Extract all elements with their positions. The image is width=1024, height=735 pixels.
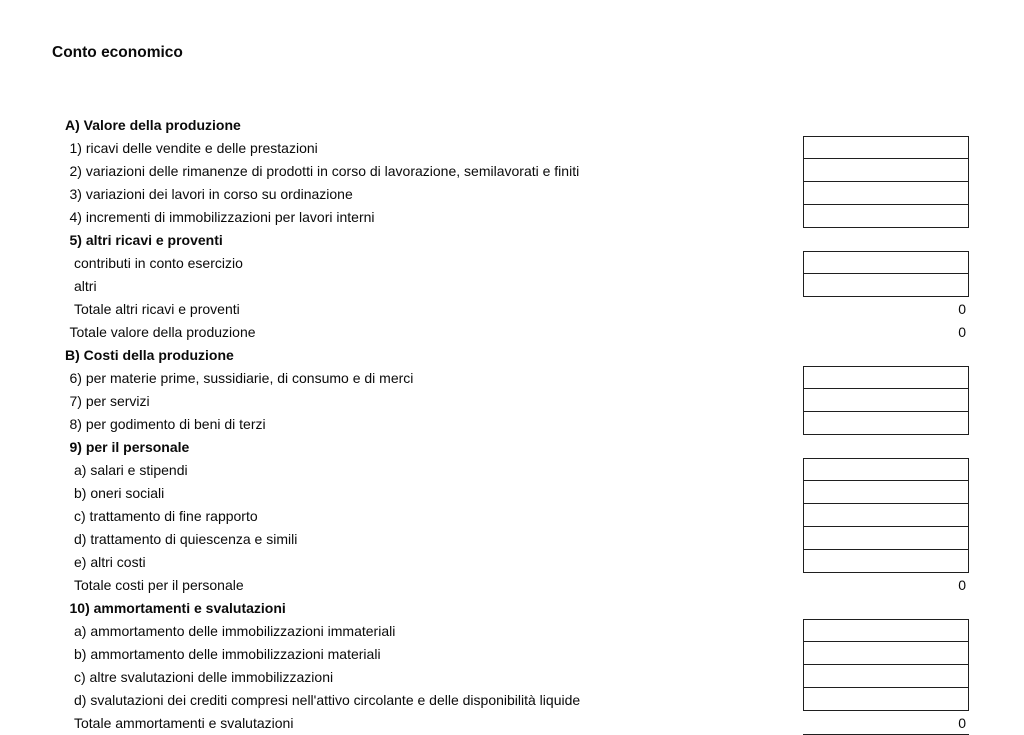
statement-row [0,711,1024,734]
total-value: 0 [958,300,966,317]
total-value: 0 [958,323,966,340]
amount-input-box[interactable] [803,388,969,413]
row-label: A) Valore della produzione [65,116,241,133]
statement-row [0,297,1024,320]
amount-input-box[interactable] [803,480,969,505]
row-label: b) ammortamento delle immobilizzazioni materiali [74,645,381,662]
statement-row [0,412,1024,435]
row-label: 10) ammortamenti e svalutazioni [69,599,286,616]
statement-row [0,113,1024,136]
statement-row [0,274,1024,297]
statement-row [0,527,1024,550]
amount-input-box[interactable] [803,619,969,642]
statement-row [0,596,1024,619]
row-label: Totale altri ricavi e proventi [74,300,240,317]
row-label: e) altri costi [74,553,146,570]
row-label: 9) per il personale [69,438,190,455]
amount-input-box[interactable] [803,503,969,528]
statement-row [0,642,1024,665]
row-label: 8) per godimento di beni di terzi [69,415,266,432]
statement-row [0,550,1024,573]
total-value: 0 [958,576,966,593]
row-label: d) trattamento di quiescenza e simili [74,530,298,547]
row-label: Totale ammortamenti e svalutazioni [74,714,294,731]
row-label: b) oneri sociali [74,484,165,501]
amount-input-box[interactable] [803,181,969,206]
row-label: altri [74,277,97,294]
statement-row [0,389,1024,412]
statement-row [0,320,1024,343]
row-label: 4) incrementi di immobilizzazioni per lavori interni [69,208,375,225]
statement-row [0,504,1024,527]
total-value: 0 [958,714,966,731]
amount-input-box[interactable] [803,641,969,666]
row-label: 6) per materie prime, sussidiarie, di consumo e di merci [69,369,414,386]
row-label: contributi in conto esercizio [74,254,243,271]
row-label: B) Costi della produzione [65,346,234,363]
statement-row [0,182,1024,205]
statement-row [0,481,1024,504]
statement-row [0,205,1024,228]
amount-input-box[interactable] [803,458,969,481]
statement-row [0,228,1024,251]
statement-row [0,366,1024,389]
row-label: 2) variazioni delle rimanenze di prodotti in corso di lavorazione, semilavorati e finiti [69,162,580,179]
row-label: 7) per servizi [69,392,150,409]
amount-input-box[interactable] [803,664,969,689]
amount-input-box[interactable] [803,273,969,298]
row-label: c) altre svalutazioni delle immobilizzazioni [74,668,334,685]
row-label: a) salari e stipendi [74,461,188,478]
row-label: a) ammortamento delle immobilizzazioni immateriali [74,622,396,639]
row-label: c) trattamento di fine rapporto [74,507,258,524]
amount-input-box[interactable] [803,549,969,574]
amount-input-box[interactable] [803,687,969,712]
amount-input-box[interactable] [803,136,969,159]
amount-input-box[interactable] [803,251,969,274]
statement-row [0,343,1024,366]
row-label: Totale costi per il personale [74,576,244,593]
statement-row [0,458,1024,481]
statement-row [0,619,1024,642]
row-label: 3) variazioni dei lavori in corso su ordinazione [69,185,353,202]
amount-input-box[interactable] [803,204,969,229]
page-title: Conto economico [52,44,183,61]
row-label: Totale valore della produzione [69,323,256,340]
amount-input-box[interactable] [803,366,969,389]
statement-row [0,573,1024,596]
statement-row [0,159,1024,182]
amount-input-box[interactable] [803,411,969,436]
row-label: 5) altri ricavi e proventi [69,231,223,248]
amount-input-box[interactable] [803,526,969,551]
amount-input-box[interactable] [803,158,969,183]
statement-row [0,136,1024,159]
statement-row [0,435,1024,458]
statement-row [0,251,1024,274]
statement-row [0,665,1024,688]
row-label: d) svalutazioni dei crediti compresi nell'attivo circolante e delle disponibilità liquide [74,691,581,708]
row-label: 1) ricavi delle vendite e delle prestazioni [69,139,318,156]
statement-row [0,688,1024,711]
